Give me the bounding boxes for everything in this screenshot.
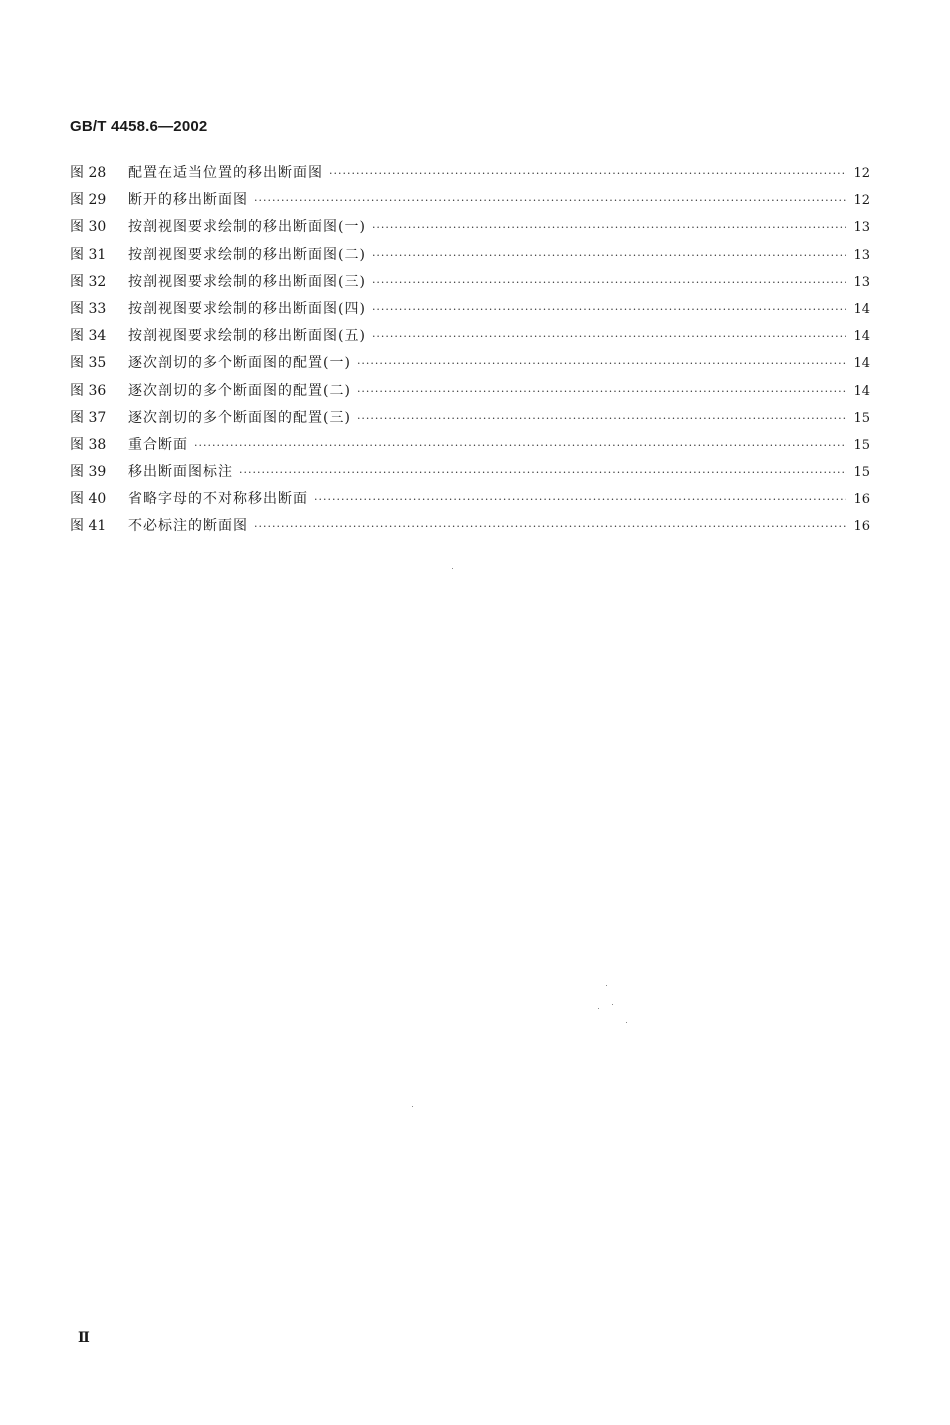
figure-title: 重合断面 <box>128 436 188 453</box>
figure-number: 图 38 <box>70 436 107 453</box>
page-number: 13 <box>853 247 870 263</box>
figure-number: 图 39 <box>70 464 107 481</box>
figure-title: 断开的移出断面图 <box>128 192 248 209</box>
toc-entry[interactable] <box>70 350 870 377</box>
figure-number: 图 36 <box>70 382 107 399</box>
dot-leader <box>372 323 846 350</box>
dot-leader <box>372 296 846 323</box>
standard-number-header: GB/T 4458.6—2002 <box>70 118 208 135</box>
scan-speck <box>626 1022 627 1023</box>
dot-leader <box>194 432 846 459</box>
page-number: 12 <box>853 193 870 209</box>
figure-title: 按剖视图要求绘制的移出断面图(四) <box>128 300 366 317</box>
toc-entry[interactable] <box>70 513 870 540</box>
figure-title: 按剖视图要求绘制的移出断面图(二) <box>128 246 366 263</box>
dot-leader <box>329 160 846 187</box>
toc-entry[interactable] <box>70 214 870 241</box>
dot-leader <box>372 214 846 241</box>
toc-entry[interactable] <box>70 323 870 350</box>
page-number: 14 <box>853 329 870 345</box>
scan-speck <box>598 1008 599 1009</box>
dot-leader <box>254 513 846 540</box>
page-number: 15 <box>853 465 870 481</box>
dot-leader <box>357 378 846 405</box>
toc-entry[interactable] <box>70 459 870 486</box>
figure-title: 逐次剖切的多个断面图的配置(一) <box>128 355 351 372</box>
page-number: 16 <box>853 519 870 535</box>
dot-leader <box>372 269 846 296</box>
figure-title: 按剖视图要求绘制的移出断面图(一) <box>128 219 366 236</box>
figure-title: 逐次剖切的多个断面图的配置(二) <box>128 382 351 399</box>
dot-leader <box>372 242 846 269</box>
figure-number: 图 41 <box>70 518 107 535</box>
page-number: 14 <box>853 383 870 399</box>
figure-title: 省略字母的不对称移出断面 <box>128 491 308 508</box>
page-number: 13 <box>853 274 870 290</box>
page-number: 13 <box>853 220 870 236</box>
scan-speck <box>412 1106 413 1107</box>
table-of-contents <box>70 160 870 541</box>
figure-number: 图 40 <box>70 491 107 508</box>
figure-title: 配置在适当位置的移出断面图 <box>128 165 323 181</box>
figure-number: 图 34 <box>70 328 107 345</box>
figure-title: 移出断面图标注 <box>128 464 233 481</box>
toc-entry[interactable] <box>70 187 870 214</box>
page-number: 14 <box>853 301 870 317</box>
toc-entry[interactable] <box>70 160 870 187</box>
dot-leader <box>254 187 846 214</box>
scan-speck <box>612 1004 613 1005</box>
page-number: 14 <box>853 356 870 372</box>
toc-entry[interactable] <box>70 269 870 296</box>
figure-number: 图 29 <box>70 192 107 209</box>
figure-number: 图 35 <box>70 355 107 372</box>
page-number: 15 <box>853 410 870 426</box>
figure-title: 逐次剖切的多个断面图的配置(三) <box>128 409 351 426</box>
dot-leader <box>239 459 846 486</box>
figure-title: 按剖视图要求绘制的移出断面图(三) <box>128 273 366 290</box>
figure-number: 图 32 <box>70 273 107 290</box>
page-number: 16 <box>853 492 870 508</box>
dot-leader <box>314 486 846 513</box>
page-marker: Ⅱ <box>78 1330 90 1346</box>
scan-speck <box>606 985 607 986</box>
dot-leader <box>357 405 846 432</box>
toc-entry[interactable] <box>70 378 870 405</box>
toc-entry[interactable] <box>70 432 870 459</box>
toc-entry[interactable] <box>70 405 870 432</box>
figure-number: 图 31 <box>70 246 107 263</box>
figure-number: 图 37 <box>70 409 107 426</box>
figure-title: 不必标注的断面图 <box>128 518 248 535</box>
dot-leader <box>357 350 846 377</box>
page-number: 12 <box>853 166 870 181</box>
toc-entry[interactable] <box>70 486 870 513</box>
figure-number: 图 28 <box>70 165 107 181</box>
toc-entry[interactable] <box>70 296 870 323</box>
scan-speck <box>452 568 453 569</box>
toc-entry[interactable] <box>70 242 870 269</box>
figure-title: 按剖视图要求绘制的移出断面图(五) <box>128 328 366 345</box>
figure-number: 图 33 <box>70 300 107 317</box>
page-number: 15 <box>853 437 870 453</box>
figure-number: 图 30 <box>70 219 107 236</box>
